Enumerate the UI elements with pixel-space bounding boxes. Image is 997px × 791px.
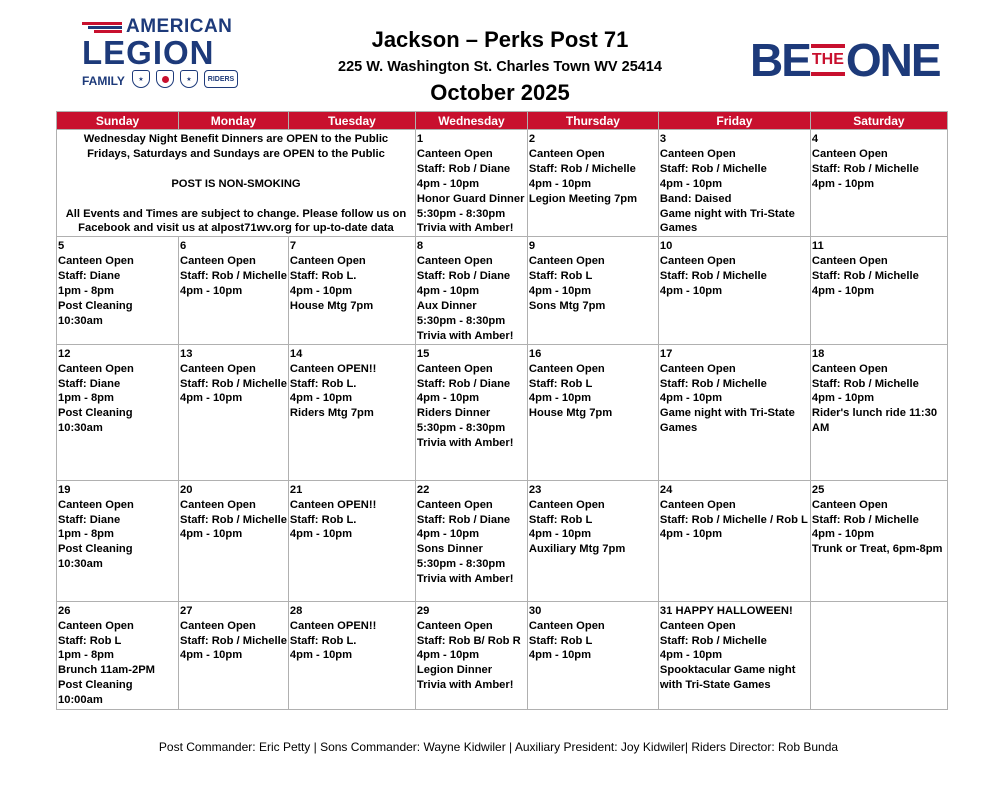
day-event-line: 10:30am (58, 422, 103, 435)
day-event-line: Canteen Open (416, 619, 493, 632)
day-event-line: 4pm - 10pm (416, 528, 480, 541)
day-event-line: 5:30pm - 8:30pm (416, 558, 506, 571)
flag-stripes-icon (82, 22, 122, 34)
day-event-line: 4pm - 10pm (659, 285, 723, 298)
day-event-line: Trivia with Amber! (416, 437, 514, 450)
day-cell (179, 237, 289, 344)
day-event-line: Games (659, 422, 698, 435)
riders-emblem-icon: RIDERS (204, 70, 238, 88)
day-event-line: 10:30am (58, 558, 103, 571)
weekday-header: Friday (658, 112, 810, 130)
day-event-line: House Mtg 7pm (289, 299, 374, 312)
day-number: 15 (416, 347, 430, 360)
day-number: 3 (659, 133, 667, 145)
day-event-line: Staff: Rob / Michelle (659, 634, 767, 647)
day-number: 12 (58, 347, 71, 360)
day-number: 31 HAPPY HALLOWEEN! (659, 604, 793, 617)
day-number: 24 (659, 483, 673, 496)
day-event-line: Canteen Open (811, 147, 888, 160)
day-number: 21 (289, 483, 303, 496)
day-event-line: 4pm - 10pm (528, 285, 592, 298)
american-legion-family-logo (82, 14, 242, 94)
logo-badges (132, 70, 238, 88)
legion-emblem-icon (156, 70, 174, 88)
day-number: 9 (528, 240, 536, 253)
day-cell (415, 130, 527, 237)
day-event-line: 4pm - 10pm (528, 649, 592, 662)
day-event-line: Canteen Open (659, 362, 736, 375)
officers-footer: Post Commander: Eric Petty | Sons Commander: Wayne Kidwiler | Auxiliary President: Joy Kidwiler| Riders Director: Rob Bunda (158, 740, 839, 754)
day-event-line: Canteen OPEN!! (289, 362, 377, 375)
day-event-line: AM (811, 422, 830, 435)
weekday-header: Monday (179, 112, 289, 130)
day-number: 29 (416, 604, 430, 617)
logo-be-text: BE (750, 34, 810, 86)
day-event-line: Staff: Rob / Michelle (811, 270, 919, 283)
day-number: 4 (811, 133, 819, 145)
day-event-line: Canteen Open (180, 255, 256, 268)
day-number: 28 (289, 604, 303, 617)
day-event-line: 4pm - 10pm (528, 177, 592, 190)
day-event-line: Canteen Open (528, 498, 605, 511)
day-event-line: 4pm - 10pm (528, 528, 592, 541)
day-event-line: 5:30pm - 8:30pm (416, 314, 506, 327)
day-event-line: 4pm - 10pm (416, 392, 480, 405)
day-event-line: Sons Mtg 7pm (528, 299, 606, 312)
day-event-line: Staff: Rob L. (289, 270, 357, 283)
day-event-line: Sons Dinner (416, 543, 483, 556)
auxiliary-emblem-icon: ★ (132, 70, 150, 88)
day-number: 6 (180, 240, 187, 253)
day-event-line: Canteen Open (659, 619, 736, 632)
day-event-line: Canteen Open (528, 255, 605, 268)
day-event-line: Canteen Open (659, 147, 736, 160)
day-event-line (58, 162, 414, 177)
day-event-line: Staff: Rob L (528, 634, 593, 647)
day-event-line: 4pm - 10pm (289, 392, 353, 405)
logo-the-text: THE (811, 44, 845, 76)
day-event-line: Canteen Open (58, 362, 134, 375)
day-number: 17 (659, 347, 673, 360)
calendar-month: October 2025 (430, 80, 570, 105)
day-cell (179, 601, 289, 709)
day-event-line: Canteen OPEN!! (289, 498, 377, 511)
weekday-header: Wednesday (415, 112, 527, 130)
day-event-line: Post Cleaning (58, 299, 133, 312)
day-event-line: Riders Mtg 7pm (289, 407, 374, 420)
day-cell (658, 480, 810, 601)
day-event-line: Game night with Tri-State (659, 407, 795, 420)
day-number: 13 (180, 347, 193, 360)
day-cell (57, 480, 179, 601)
day-event-line: with Tri-State Games (659, 679, 771, 692)
day-event-line: Wednesday Night Benefit Dinners are OPEN to the Public (83, 133, 389, 145)
calendar-week (57, 130, 948, 237)
day-cell (810, 601, 947, 709)
day-event-line: 1pm - 8pm (58, 285, 114, 298)
day-number: 5 (58, 240, 65, 253)
day-event-line: Canteen Open (180, 362, 256, 375)
weekday-header: Saturday (810, 112, 947, 130)
day-number: 7 (289, 240, 297, 253)
day-event-line: Staff: Rob / Diane (416, 377, 511, 390)
day-event-line: Canteen Open (289, 255, 366, 268)
day-event-line: Staff: Rob / Diane (416, 162, 511, 175)
day-event-line: Canteen Open (416, 255, 493, 268)
day-event-line: 4pm - 10pm (180, 392, 243, 405)
day-event-line: Canteen Open (180, 498, 256, 511)
calendar-week (57, 480, 948, 601)
day-event-line: Staff: Rob / Michelle / Rob L (659, 513, 808, 526)
day-event-line: Canteen Open (416, 147, 493, 160)
day-event-line: Canteen Open (811, 498, 888, 511)
day-cell (658, 601, 810, 709)
day-number: 8 (416, 240, 424, 253)
day-event-line: 4pm - 10pm (811, 392, 875, 405)
day-event-line: Legion Meeting 7pm (528, 192, 638, 205)
day-event-line: Trivia with Amber! (416, 679, 514, 692)
day-event-line: Honor Guard Dinner (416, 192, 525, 205)
day-number: 1 (416, 133, 424, 145)
weekday-header: Tuesday (288, 112, 415, 130)
logo-legion-text: LEGION (82, 34, 215, 71)
day-cell (527, 480, 658, 601)
day-event-line (58, 192, 414, 207)
day-event-line: 4pm - 10pm (659, 392, 723, 405)
logo-family-text: FAMILY (82, 74, 125, 88)
day-event-line: 4pm - 10pm (811, 528, 875, 541)
notice-cell (57, 130, 416, 237)
day-event-line: Post Cleaning (58, 543, 133, 556)
day-event-line: Staff: Rob / Michelle (659, 270, 767, 283)
day-event-line: 4pm - 10pm (289, 649, 353, 662)
day-event-line: Canteen Open (528, 619, 605, 632)
post-address: 225 W. Washington St. Charles Town WV 25414 (338, 59, 662, 75)
day-event-line: Staff: Rob / Michelle (180, 513, 287, 526)
day-number: 10 (659, 240, 673, 253)
day-event-line: Staff: Rob / Michelle (811, 162, 919, 175)
day-number: 27 (180, 604, 193, 617)
day-number: 23 (528, 483, 542, 496)
day-cell (57, 237, 179, 344)
day-event-line: Canteen Open (811, 255, 888, 268)
day-cell (288, 237, 415, 344)
day-event-line: 10:30am (58, 314, 103, 327)
day-event-line: Staff: Rob L (528, 270, 593, 283)
day-cell (810, 480, 947, 601)
day-event-line: Canteen Open (659, 255, 736, 268)
day-number: 18 (811, 347, 825, 360)
day-event-line: Staff: Diane (58, 513, 121, 526)
day-event-line: Fridays, Saturdays and Sundays are OPEN to the Public (87, 147, 385, 160)
calendar-week (57, 344, 948, 480)
day-event-line: Auxiliary Mtg 7pm (528, 543, 626, 556)
day-event-line: All Events and Times are subject to change. Please follow us on (65, 207, 407, 220)
calendar-week (57, 601, 948, 709)
weekday-header-row (57, 112, 948, 130)
day-event-line: 4pm - 10pm (180, 528, 243, 541)
day-event-line: Staff: Diane (58, 270, 121, 283)
weekday-header: Thursday (527, 112, 658, 130)
day-cell (415, 237, 527, 344)
day-event-line: Staff: Rob L. (289, 634, 357, 647)
day-event-line: 1pm - 8pm (58, 528, 114, 541)
day-event-line: Canteen Open (58, 498, 134, 511)
day-event-line: POST IS NON-SMOKING (171, 177, 301, 190)
day-event-line: Facebook and visit us at alpost71wv.org for up-to-date data (78, 222, 394, 235)
day-event-line: Staff: Rob / Diane (416, 270, 511, 283)
day-event-line: 4pm - 10pm (289, 285, 353, 298)
day-event-line: 4pm - 10pm (416, 177, 480, 190)
day-event-line: 4pm - 10pm (289, 528, 353, 541)
day-event-line: Trivia with Amber! (416, 222, 514, 235)
day-event-line: Aux Dinner (416, 299, 477, 312)
day-cell (415, 480, 527, 601)
day-event-line: Canteen Open (416, 498, 493, 511)
day-event-line: 4pm - 10pm (659, 528, 723, 541)
day-event-line: Staff: Rob L (528, 377, 593, 390)
day-event-line: Canteen Open (180, 619, 256, 632)
day-cell (527, 601, 658, 709)
day-event-line: Riders Dinner (416, 407, 491, 420)
day-event-line: Canteen Open (416, 362, 493, 375)
day-event-line: Staff: Rob / Michelle (659, 377, 767, 390)
day-event-line: Canteen Open (811, 362, 888, 375)
day-event-line: Staff: Rob / Michelle (180, 634, 287, 647)
day-event-line: 4pm - 10pm (180, 649, 243, 662)
post-name: Jackson – Perks Post 71 (371, 27, 629, 52)
day-event-line: Post Cleaning (58, 407, 133, 420)
day-event-line: 5:30pm - 8:30pm (416, 422, 506, 435)
day-number: 11 (811, 240, 824, 253)
day-event-line: Staff: Rob / Michelle (811, 513, 919, 526)
day-event-line: Staff: Rob L (58, 634, 122, 647)
day-event-line: Staff: Diane (58, 377, 121, 390)
day-number: 20 (180, 483, 193, 496)
day-cell (288, 480, 415, 601)
day-event-line: Canteen Open (659, 498, 736, 511)
calendar-title-block (260, 26, 740, 106)
day-event-line: Staff: Rob / Diane (416, 513, 511, 526)
day-event-line: Rider's lunch ride 11:30 (811, 407, 938, 420)
day-cell (57, 601, 179, 709)
calendar-grid (56, 111, 948, 710)
day-event-line: 4pm - 10pm (416, 649, 480, 662)
day-cell (527, 130, 658, 237)
day-event-line: Staff: Rob / Michelle (528, 162, 636, 175)
day-event-line: 4pm - 10pm (659, 177, 723, 190)
day-cell (658, 344, 810, 480)
day-event-line: Game night with Tri-State (659, 207, 795, 220)
day-event-line: 4pm - 10pm (811, 177, 875, 190)
calendar-week (57, 237, 948, 344)
day-event-line: Canteen Open (528, 362, 605, 375)
day-event-line: Staff: Rob / Michelle (180, 377, 287, 390)
day-number: 25 (811, 483, 825, 496)
day-event-line: Staff: Rob L. (289, 513, 357, 526)
day-event-line: Band: Daised (659, 192, 732, 205)
day-event-line: Canteen OPEN!! (289, 619, 377, 632)
day-event-line: 4pm - 10pm (416, 285, 480, 298)
day-event-line: Canteen Open (58, 255, 134, 268)
day-cell (810, 237, 947, 344)
day-cell (415, 601, 527, 709)
day-event-line: Canteen Open (528, 147, 605, 160)
day-event-line: 1pm - 8pm (58, 392, 114, 405)
day-event-line: Spooktacular Game night (659, 664, 796, 677)
day-event-line: 4pm - 10pm (811, 285, 875, 298)
day-event-line: Trunk or Treat, 6pm-8pm (811, 543, 943, 556)
day-number: 22 (416, 483, 430, 496)
sons-emblem-icon: ★ (180, 70, 198, 88)
day-event-line: House Mtg 7pm (528, 407, 613, 420)
day-cell (658, 130, 810, 237)
day-cell (527, 237, 658, 344)
day-cell (527, 344, 658, 480)
be-the-one-logo (750, 34, 940, 86)
day-event-line: 4pm - 10pm (659, 649, 723, 662)
day-event-line: 4pm - 10pm (180, 285, 243, 298)
day-event-line: Staff: Rob / Michelle (811, 377, 919, 390)
day-cell (288, 601, 415, 709)
day-event-line: 4pm - 10pm (528, 392, 592, 405)
day-cell (810, 130, 947, 237)
day-event-line: Staff: Rob B/ Rob R (416, 634, 521, 647)
day-event-line: Trivia with Amber! (416, 329, 514, 342)
day-event-line: Legion Dinner (416, 664, 493, 677)
day-number: 16 (528, 347, 542, 360)
logo-one-text: ONE (845, 34, 940, 86)
day-cell (415, 344, 527, 480)
day-cell (179, 344, 289, 480)
day-cell (179, 480, 289, 601)
weekday-header: Sunday (57, 112, 179, 130)
day-event-line: Games (659, 222, 698, 235)
day-number: 14 (289, 347, 303, 360)
day-event-line: Staff: Rob L. (289, 377, 357, 390)
day-event-line: Trivia with Amber! (416, 573, 514, 586)
day-number: 30 (528, 604, 542, 617)
day-number: 26 (58, 604, 71, 617)
day-number: 2 (528, 133, 536, 145)
day-event-line: Staff: Rob / Michelle (659, 162, 767, 175)
day-event-line: Brunch 11am-2PM (58, 664, 155, 677)
day-cell (810, 344, 947, 480)
day-cell (57, 344, 179, 480)
logo-american-text: AMERICAN (126, 16, 233, 37)
day-event-line: Staff: Rob / Michelle (180, 270, 287, 283)
day-number: 19 (58, 483, 71, 496)
day-event-line: 10:00am (58, 694, 103, 707)
day-cell (658, 237, 810, 344)
day-event-line: Staff: Rob L (528, 513, 593, 526)
day-event-line: 1pm - 8pm (58, 649, 114, 662)
day-cell (288, 344, 415, 480)
day-event-line: 5:30pm - 8:30pm (416, 207, 506, 220)
day-event-line: Post Cleaning (58, 679, 133, 692)
day-event-line: Canteen Open (58, 619, 134, 632)
